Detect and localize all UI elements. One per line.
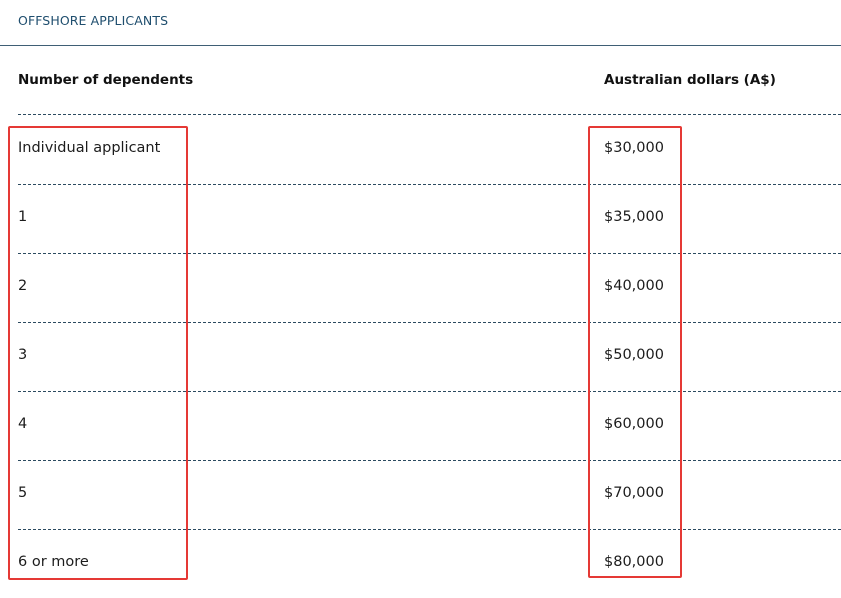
dependents-cell: 6 or more <box>18 554 89 570</box>
dependents-column-header: Number of dependents <box>18 72 194 88</box>
amount-column-header: Australian dollars (A$) <box>604 72 776 88</box>
amount-cell: $35,000 <box>604 209 664 225</box>
amount-cell: $60,000 <box>604 416 664 432</box>
dependents-cell: 3 <box>18 347 28 363</box>
section-title: OFFSHORE APPLICANTS <box>18 13 169 28</box>
amount-cell: $50,000 <box>604 347 664 363</box>
table-header-row <box>0 46 841 114</box>
table-row <box>0 460 841 529</box>
dependents-cell: Individual applicant <box>18 140 161 156</box>
dependents-cell: 5 <box>18 485 28 501</box>
amount-cell: $80,000 <box>604 554 664 570</box>
table-row <box>0 115 841 184</box>
dependents-cell: 4 <box>18 416 28 432</box>
amount-cell: $40,000 <box>604 278 664 294</box>
amount-cell: $30,000 <box>604 140 664 156</box>
table-row <box>0 391 841 460</box>
amount-cell: $70,000 <box>604 485 664 501</box>
table-row <box>0 184 841 253</box>
dependents-cell: 1 <box>18 209 28 225</box>
table-row <box>0 253 841 322</box>
table-row <box>0 322 841 391</box>
table-row <box>0 529 841 598</box>
dependents-cell: 2 <box>18 278 28 294</box>
